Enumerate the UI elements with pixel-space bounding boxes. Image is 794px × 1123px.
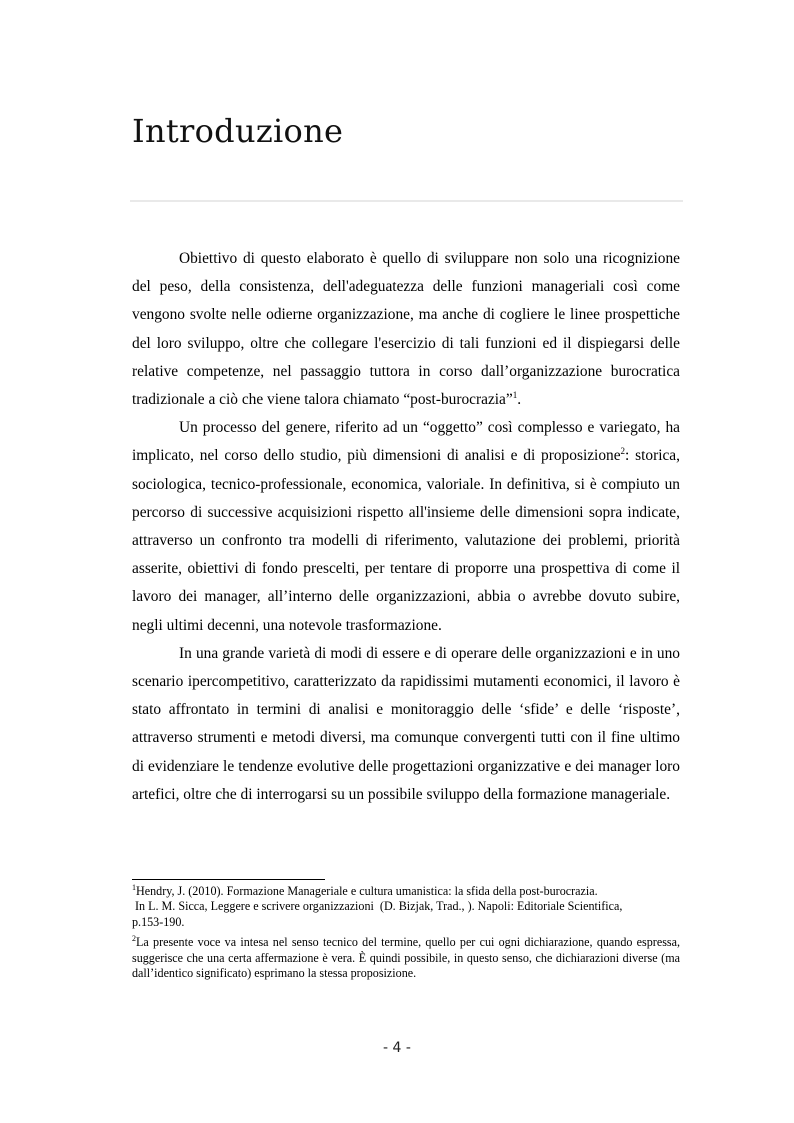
footnote-1-line-1-text: Hendry, J. (2010). Formazione Manageriale e cultura umanistica: la sfida della post-burocrazia. [136,884,598,898]
chapter-title: Introduzione [132,112,344,150]
footnote-ref-1[interactable]: 1 [512,390,518,401]
footnote-1 [132,884,680,930]
footnote-1-line-2: In L. M. Sicca, Leggere e scrivere organizzazioni (D. Bizjak, Trad., ). Napoli: Editoriale Scientifica, [132,899,623,914]
page-number: - 4 - [383,1040,411,1056]
footnotes [132,884,680,986]
paragraph-1-text: Obiettivo di questo elaborato è quello di sviluppare non solo una ricognizione del peso, della consistenza, dell'adeguatezza delle funzioni manageriali così come vengono svolte nelle odierne organizzazione, ma anche di cogliere le linee prospettiche del loro sviluppo, oltre che collegare l'esercizio di tali funzioni ed il dispiegarsi delle relative competenze, nel passaggio tuttora in corso dall’organizzazione burocratica tradizionale a ciò che viene talora chiamato “post-burocrazia” [132,250,680,409]
footnote-1-line-3: p.153-190. [132,914,185,929]
paragraph-2-text: Un processo del genere, riferito ad un “oggetto” così complesso e variegato, ha implicato, nel corso dello studio, più dimensioni di analisi e di proposizione [132,419,680,465]
paragraph-1 [132,245,680,414]
footnote-1-line-1 [132,884,680,899]
paragraph-3 [132,640,680,809]
paragraph-1-after-ref: . [517,391,522,409]
paragraph-3-text: In una grande varietà di modi di essere e di operare delle organizzazioni e in uno scenario ipercompetitivo, caratterizzato da rapidissimi mutamenti economici, il lavoro è stato affrontato in termini di analisi e monitoraggio delle ‘sfide’ e delle ‘risposte’, attraverso strumenti e metodi diversi, ma comunque convergenti tutti con il fine ultimo di evidenziare le tendenze evolutive delle progettazioni organizzative e dei manager loro artefici, oltre che di interrogarsi su un possibile sviluppo della formazione manageriale. [132,644,680,803]
footnote-2-number: 2 [132,934,136,944]
footnote-2-text: La presente voce va intesa nel senso tecnico del termine, quello per cui ogni dichiarazione, quando espressa, suggerisce che una certa affermazione è vera. È quindi possibile, in questo senso, che dichiarazioni diverse (ma dall’identico significato) esprimano la stessa proposizione. [132,935,680,981]
footnote-separator [132,879,325,880]
paragraph-2-after-ref: : storica, sociologica, tecnico-professionale, economica, valoriale. In definitiva, si è compiuto un percorso di successive acquisizioni rispetto all'insieme delle dimensioni sopra indicate, attraverso un confronto tra modelli di riferimento, valutazione dei problemi, priorità asserite, obiettivi di fondo prescelti, per tentare di proporre una prospettiva di come il lavoro dei manager, all’interno delle organizzazioni, abbia o avrebbe dovuto subire, negli ultimi decenni, una notevole trasformazione. [132,447,680,634]
body-text [132,245,680,809]
paragraph-2 [132,414,680,640]
footnote-2 [132,935,680,981]
footnote-1-number: 1 [132,883,136,892]
footnote-ref-2[interactable]: 2 [620,446,626,457]
title-divider [130,200,683,202]
